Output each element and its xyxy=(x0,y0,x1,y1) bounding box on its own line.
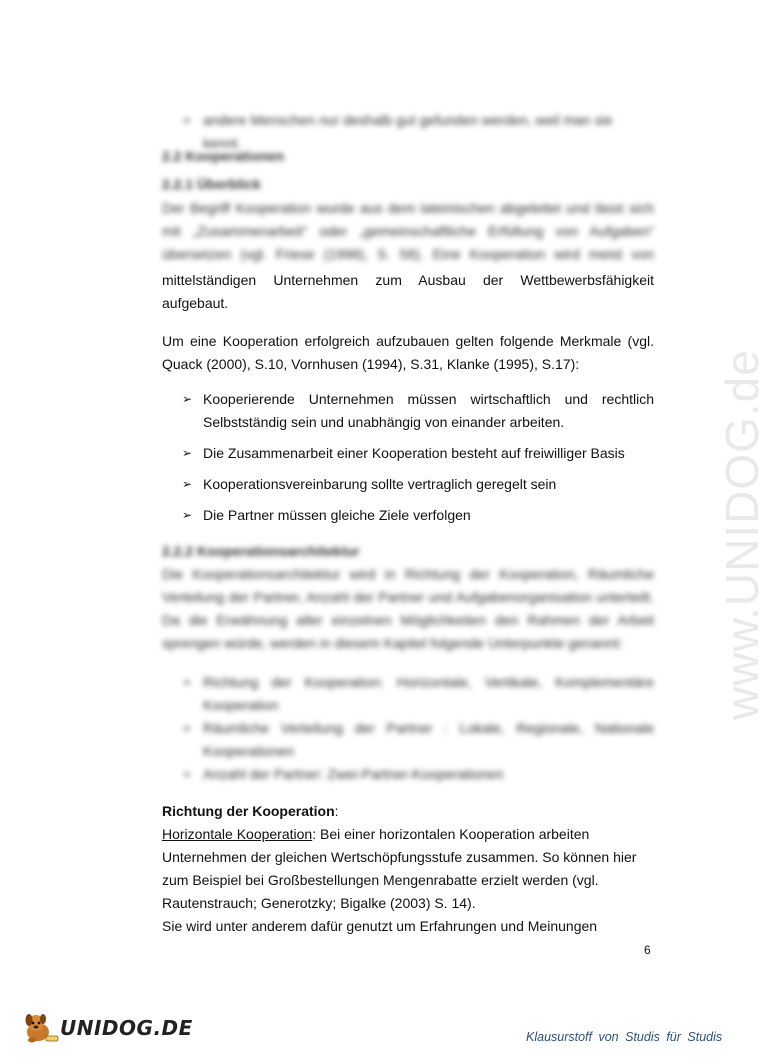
arrow-bullet-icon: ➢ xyxy=(182,477,193,491)
list-item: ➢ Die Zusammenarbeit einer Kooperation besteht auf freiwilliger Basis xyxy=(162,442,654,465)
list-item: ➢ Kooperationsvereinbarung sollte vertraglich geregelt sein xyxy=(162,473,654,496)
paragraph-1-clear: mittelständigen Unternehmen zum Ausbau der Wettbewerbsfähigkeit aufgebaut. xyxy=(162,272,654,311)
paragraph-3-blurred: Die Kooperationsarchitektur wird in Richtung der Kooperation, Räumliche Verteilung der Partner, Anzahl der Partner und Aufgabenorganisation unterteilt. Da die Erwähnung aller einzelnen Möglichkeiten den Rahmen der Arbeit sprengen würde, werden in diesem Kapitel folgende Unterpunkte genannt: xyxy=(162,566,654,651)
architektur-list-blurred xyxy=(162,671,654,786)
horizontal-line-2: Unternehmen der gleichen Wertschöpfungsstufe zusammen. So können hier xyxy=(162,849,637,865)
richtung-heading: Richtung der Kooperation: xyxy=(162,803,339,819)
watermark: www.UNIDOG.de xyxy=(716,349,768,720)
arrow-bullet-icon: ➢ xyxy=(182,767,193,781)
richtung-section xyxy=(162,800,654,938)
heading-2-2-1: 2.2.1 Überblick xyxy=(162,176,261,192)
arrow-bullet-icon: ➢ xyxy=(182,113,193,127)
paragraph-1-blurred: Der Begriff Kooperation wurde aus dem lateinischen abgeleitet und lässt sich mit „Zusammenarbeit“ oder „gemeinschaftliche Erfüllung von Aufgaben“ übersetzen (vgl. Friese (1998), S. 58). Eine Kooperation wird meist von xyxy=(162,200,654,262)
arrow-bullet-icon: ➢ xyxy=(182,508,193,522)
logo xyxy=(22,1012,193,1044)
list-item: ➢ Die Partner müssen gleiche Ziele verfolgen xyxy=(162,504,654,527)
list-item: ➢ Anzahl der Partner: Zwei-Partner-Kooperationen xyxy=(162,763,654,786)
heading-2-2: 2.2 Kooperationen xyxy=(162,148,285,164)
horizontal-line-3: zum Beispiel bei Großbestellungen Mengenrabatte erzielt werden (vgl. xyxy=(162,872,599,888)
page-number: 6 xyxy=(644,943,651,957)
list-item: ➢ Kooperierende Unternehmen müssen wirtschaftlich und rechtlich Selbstständig sein und unabhängig von einander arbeiten. xyxy=(162,388,654,434)
arrow-bullet-icon: ➢ xyxy=(182,392,193,406)
dog-logo-icon xyxy=(22,1012,60,1044)
footer-slogan: Klausurstoff von Studis für Studis xyxy=(526,1030,723,1044)
horizontal-line-4: Rautenstrauch; Generotzky; Bigalke (2003) S. 14). xyxy=(162,895,476,911)
merkmale-list xyxy=(162,388,654,527)
top-bullet: ➢ andere Menschen nur deshalb gut gefunden werden, weil man sie kennt. xyxy=(162,109,654,155)
arrow-bullet-icon: ➢ xyxy=(182,446,193,460)
list-item: ➢ Richtung der Kooperation: Horizontale, Vertikale, Komplementäre Kooperation xyxy=(162,671,654,717)
arrow-bullet-icon: ➢ xyxy=(182,675,193,689)
heading-2-2-2: 2.2.2 Kooperationsarchitektur xyxy=(162,543,360,559)
horizontal-line-5: Sie wird unter anderem dafür genutzt um Erfahrungen und Meinungen xyxy=(162,918,598,934)
horizontal-line-1: Horizontale Kooperation: Bei einer horizontalen Kooperation arbeiten xyxy=(162,826,590,842)
arrow-bullet-icon: ➢ xyxy=(182,721,193,735)
logo-text: UNIDOG.DE xyxy=(60,1016,193,1040)
paragraph-2: Um eine Kooperation erfolgreich aufzubauen gelten folgende Merkmale (vgl. Quack (2000), S.10, Vornhusen (1994), S.31, Klanke (1995), S.17): xyxy=(162,333,654,372)
list-item: ➢ Räumliche Verteilung der Partner : Lokale, Regionale, Nationale Kooperationen xyxy=(162,717,654,763)
